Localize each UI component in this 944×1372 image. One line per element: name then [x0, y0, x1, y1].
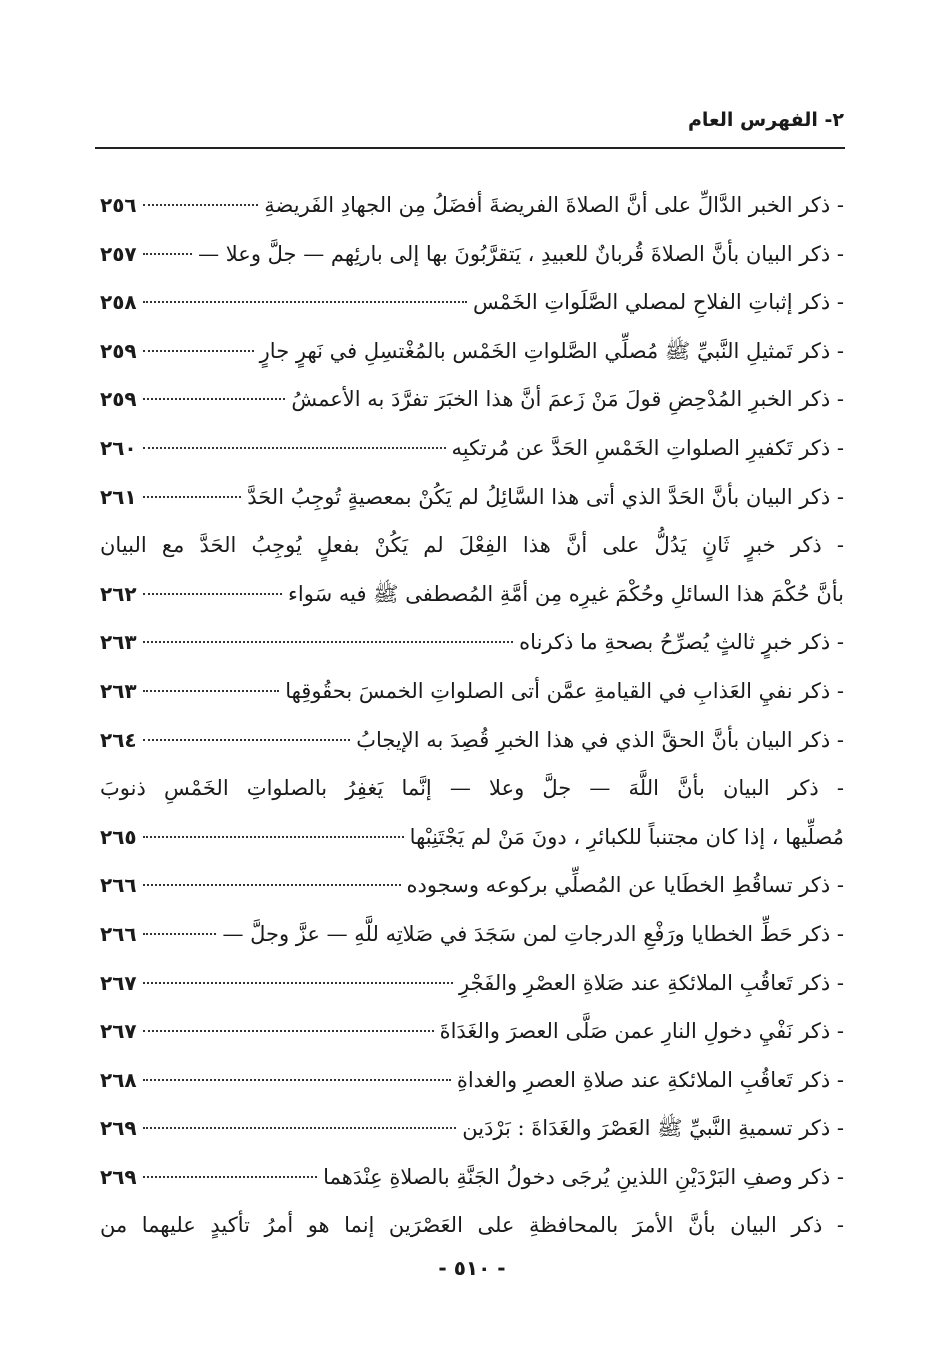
header-rule	[95, 147, 845, 149]
dot-leader	[143, 1127, 457, 1129]
dot-leader	[143, 593, 282, 595]
dot-leader	[143, 1079, 451, 1081]
dot-leader	[143, 1030, 434, 1032]
dot-leader	[143, 933, 217, 935]
entry-text: - ذكر تَمثيلِ النَّبيِّ ﷺ مُصلِّي الصَّلواتِ الخَمْس بالمُغْتسِلِ في نَهرٍ جارٍ	[259, 338, 844, 363]
entry-page-number: ٢٥٩	[100, 387, 137, 412]
dot-leader	[143, 350, 254, 352]
entry-text: - ذكر تساقُطِ الخطَايا عن المُصلِّي بركوعه وسجوده	[406, 873, 844, 898]
index-entries	[100, 181, 844, 1250]
entry-text: - ذكر إثباتِ الفلاحِ لمصلي الصَّلَواتِ الخَمْس	[473, 290, 844, 315]
entry-page-number: ٢٥٦	[100, 193, 137, 217]
running-header	[100, 103, 844, 143]
index-entry	[100, 1104, 844, 1153]
entry-text: - ذكر الخبر الدَّالِّ على أنَّ الصلاةَ الفريضةَ أفضَلُ مِن الجهادِ الفَريضةِ	[264, 193, 844, 217]
header-title: ٢- الفهرس العام	[687, 109, 844, 131]
entry-text: مُصلِّيها ، إذا كان مجتنباً للكبائرِ ، دونَ مَنْ لم يَجْتَنِبْها	[409, 824, 844, 849]
entry-text: - ذكر حَطِّ الخطايا ورَفْعِ الدرجاتِ لمن سَجَدَ في صَلاتِه للَّهِ — عزَّ وجلَّ —	[222, 921, 844, 946]
dot-leader	[143, 884, 401, 886]
entry-text: - ذكر تَكفيرِ الصلواتِ الخَمْسِ الحَدَّ عن مُرتكبِه	[451, 435, 844, 460]
entry-page-number: ٢٦١	[100, 484, 137, 509]
index-entry	[100, 959, 844, 1008]
index-entry	[100, 813, 844, 862]
index-entry	[100, 910, 844, 959]
dot-leader	[143, 496, 242, 498]
index-entry	[100, 667, 844, 716]
entry-text: - ذكر تسميةِ النَّبيِّ ﷺ العَصْرَ والغَدَاةَ : بَرْدَين	[462, 1116, 844, 1141]
index-entry	[100, 327, 844, 376]
index-entry	[100, 1153, 844, 1202]
entry-page-number: ٢٦٨	[100, 1067, 137, 1092]
entry-text: - ذكر تَعاقُبِ الملائكةِ عند صلاةِ العصرِ والغداةِ	[456, 1067, 844, 1092]
entry-page-number: ٢٦٠	[100, 435, 137, 460]
entry-text: - ذكر نفيِ العَذابِ في القيامةِ عمَّن أتى الصلواتِ الخمسَ بحقُوقِها	[285, 678, 844, 703]
entry-text: - ذكر خبرٍ ثَانٍ يَدُلُّ على أنَّ هذا الفِعْلَ لم يَكُنْ بفعلٍ يُوجِبُ الحَدَّ مع البيان	[100, 533, 844, 558]
dot-leader	[143, 690, 280, 692]
index-entry	[100, 278, 844, 327]
entry-page-number: ٢٦٧	[100, 970, 137, 995]
index-entry	[100, 424, 844, 473]
entry-page-number: ٢٦٣	[100, 630, 137, 655]
index-entry	[100, 716, 844, 765]
dot-leader	[143, 739, 351, 741]
index-entry	[100, 570, 844, 619]
entry-text: - ذكر البيان بأنَّ الصلاةَ قُربانٌ للعبيدِ ، يَتقرَّبُونَ بها إلى بارئِهم — جلَّ وعلا —	[198, 241, 844, 266]
page-number: - ٥١٠ -	[438, 1256, 506, 1280]
index-entry	[100, 764, 844, 813]
entry-page-number: ٢٦٤	[100, 727, 137, 752]
entry-page-number: ٢٦٢	[100, 581, 137, 606]
index-entry	[100, 521, 844, 570]
dot-leader	[143, 982, 453, 984]
entry-page-number: ٢٦٥	[100, 824, 137, 849]
index-entry	[100, 1201, 844, 1250]
entry-text: - ذكر البيان بأنَّ اللَّهَ — جلَّ وعلا — إنَّما يَغفِرُ بالصلواتِ الخَمْسِ ذنوبَ	[100, 776, 844, 801]
entry-text: بأنَّ حُكْمَ هذا السائلِ وحُكْمَ غيرِه مِن أمَّةِ المُصطفى ﷺ فيه سَواء	[288, 581, 844, 606]
entry-page-number: ٢٦٣	[100, 678, 137, 703]
entry-text: - ذكر البيان بأنَّ الحقَّ الذي في هذا الخبرِ قُصِدَ به الإيجابُ	[356, 727, 844, 752]
index-entry	[100, 618, 844, 667]
entry-text: - ذكر الخبرِ المُدْحِضِ قولَ مَنْ زَعمَ أنَّ هذا الخبَرَ تفرَّدَ به الأعمشُ	[291, 387, 844, 412]
dot-leader	[143, 253, 192, 255]
entry-page-number: ٢٥٩	[100, 338, 137, 363]
dot-leader	[143, 398, 286, 400]
entry-text: - ذكر تَعاقُبِ الملائكةِ عند صَلاةِ العصْرِ والفَجْرِ	[459, 970, 844, 995]
index-entry	[100, 1007, 844, 1056]
entry-text: - ذكر نَفْيِ دخولِ النارِ عمن صَلَّى العصرَ والغَدَاةَ	[439, 1019, 844, 1044]
dot-leader	[143, 447, 446, 449]
entry-page-number: ٢٦٧	[100, 1019, 137, 1044]
entry-text: - ذكر وصفِ البَرْدَيْنِ اللذينِ يُرجَى دخولُ الجَنَّةِ بالصلاةِ عِنْدَهما	[323, 1164, 844, 1189]
index-entry	[100, 861, 844, 910]
entry-page-number: ٢٥٧	[100, 241, 137, 266]
index-entry	[100, 230, 844, 279]
dot-leader	[143, 204, 259, 206]
index-entry	[100, 181, 844, 230]
index-entry	[100, 473, 844, 522]
entry-text: - ذكر البيان بأنَّ الأمرَ بالمحافظةِ على العَصْرَين إنما هو أمرُ تأكيدٍ عليهما من	[100, 1213, 844, 1238]
dot-leader	[143, 1176, 318, 1178]
dot-leader	[143, 641, 514, 643]
entry-text: - ذكر البيان بأنَّ الحَدَّ الذي أتى هذا السَّائِلُ لم يَكُنْ بمعصيةٍ تُوجِبُ الحَدَّ	[247, 484, 844, 509]
entry-page-number: ٢٦٦	[100, 873, 137, 898]
entry-page-number: ٢٦٩	[100, 1116, 137, 1141]
index-entry	[100, 375, 844, 424]
entry-page-number: ٢٦٦	[100, 921, 137, 946]
dot-leader	[143, 836, 404, 838]
entry-page-number: ٢٦٩	[100, 1164, 137, 1189]
dot-leader	[143, 301, 467, 303]
entry-page-number: ٢٥٨	[100, 290, 137, 315]
entry-text: - ذكر خبرٍ ثالثٍ يُصرِّحُ بصحةِ ما ذكرناه	[519, 630, 844, 655]
index-entry	[100, 1056, 844, 1105]
